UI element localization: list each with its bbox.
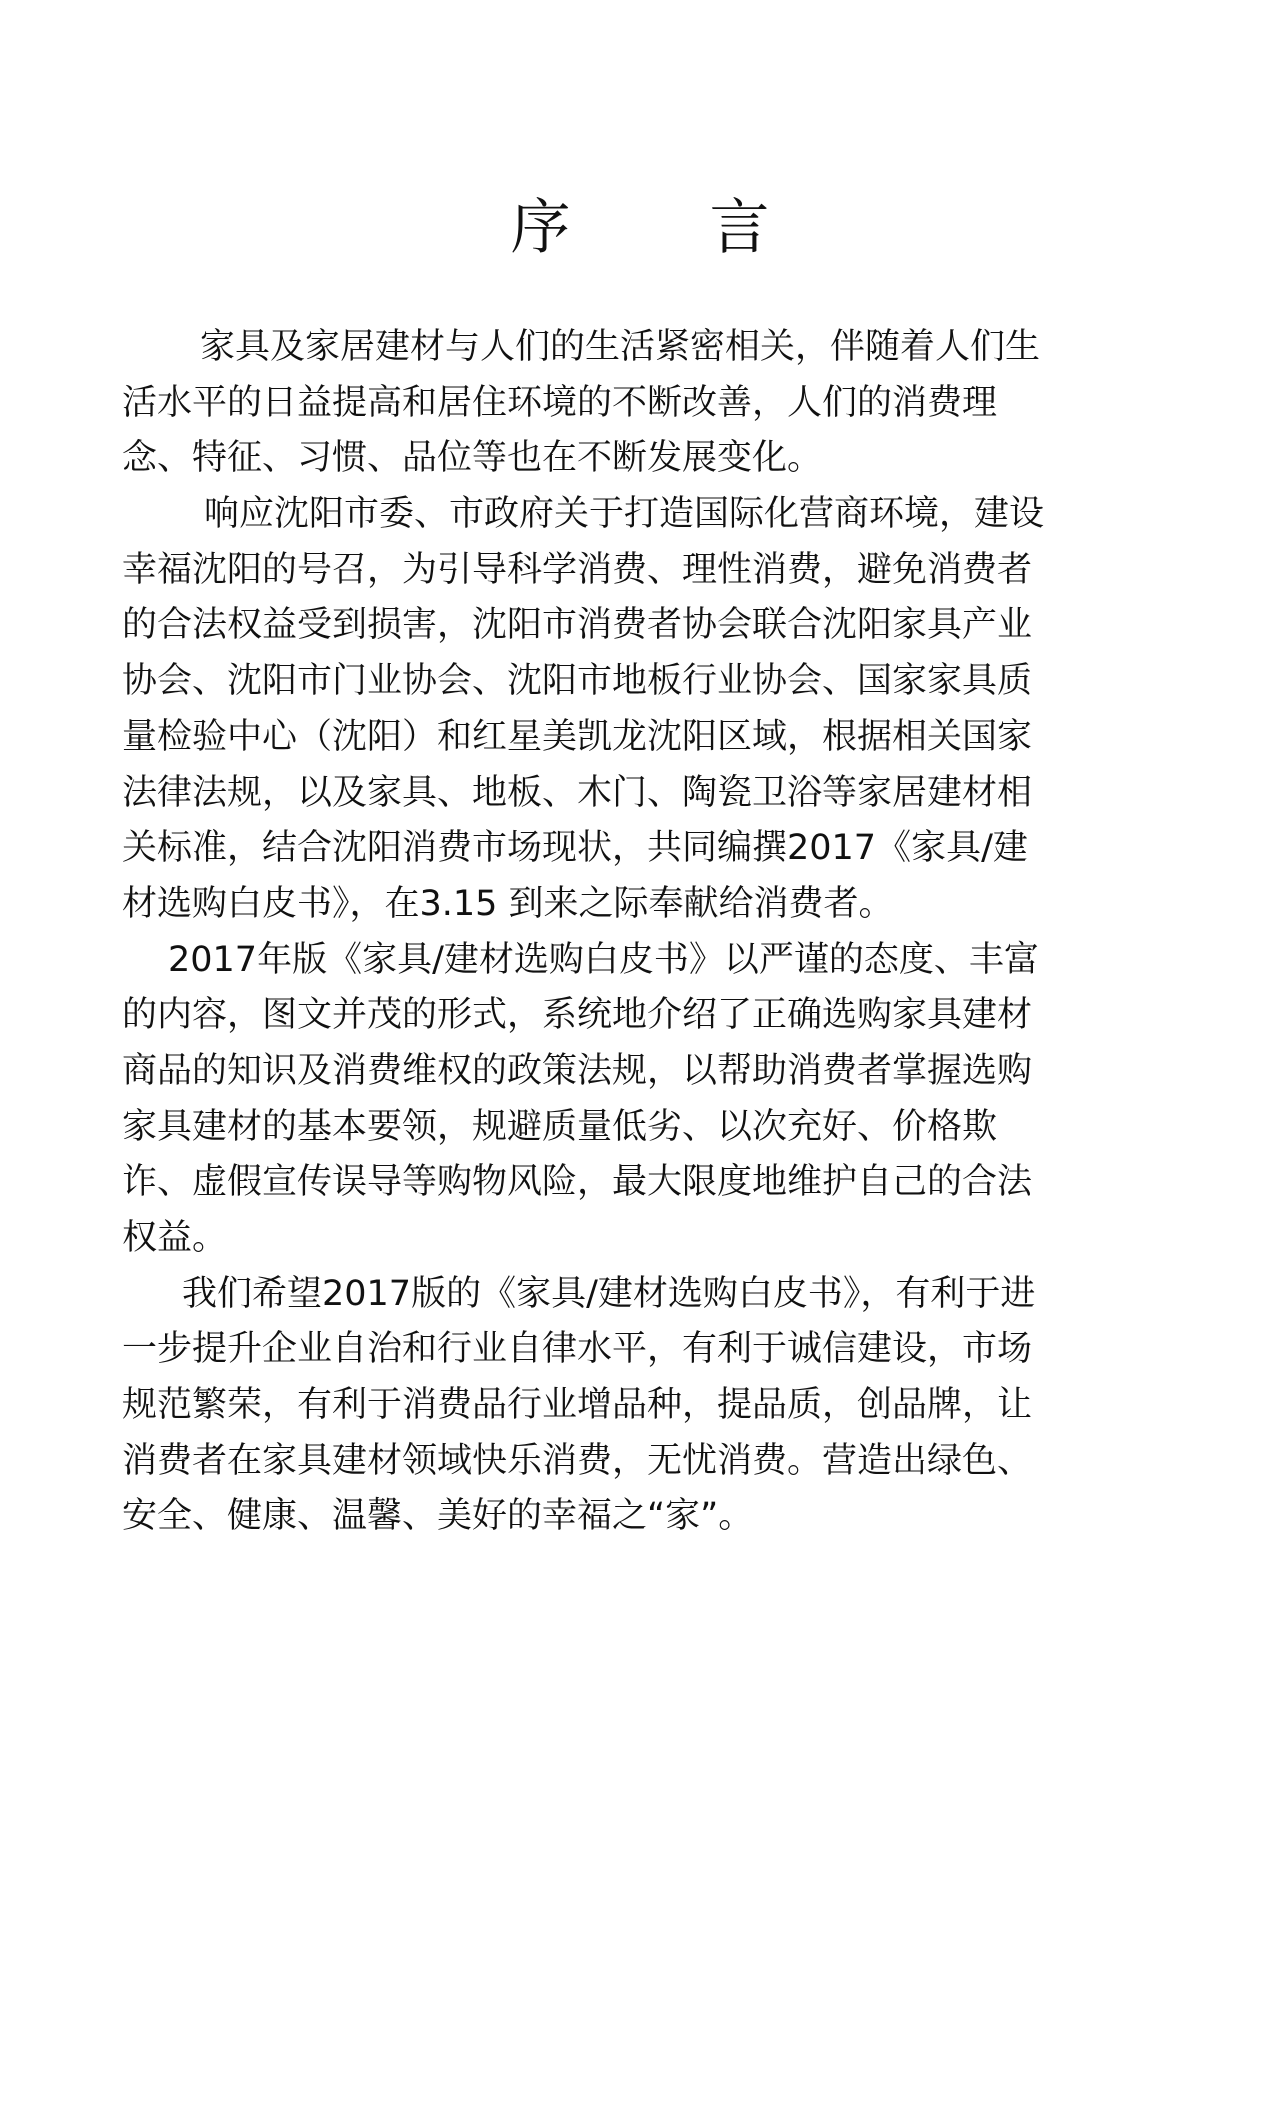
text-line: 我们希望2017版的《家具/建材选购白皮书》，有利于进 xyxy=(182,1273,1036,1314)
text-line: 法律法规，以及家具、地板、木门、陶瓷卫浴等家居建材相 xyxy=(122,772,1033,813)
text-line: 幸福沈阳的号召，为引导科学消费、理性消费，避免消费者 xyxy=(122,549,1033,590)
text-line: 消费者在家具建材领域快乐消费，无忧消费。营造出绿色、 xyxy=(122,1440,1033,1481)
text-line: 商品的知识及消费维权的政策法规，以帮助消费者掌握选购 xyxy=(122,1050,1033,1091)
page-title: 序 言 xyxy=(510,193,830,263)
text-line: 响应沈阳市委、市政府关于打造国际化营商环境，建设 xyxy=(204,494,1045,535)
text-line: 规范繁荣，有利于消费品行业增品种，提品质，创品牌，让 xyxy=(122,1385,1033,1426)
text-line: 家具建材的基本要领，规避质量低劣、以次充好、价格欺 xyxy=(122,1106,998,1147)
text-line: 念、特征、习惯、品位等也在不断发展变化。 xyxy=(122,438,823,479)
text-line: 2017年版《家具/建材选购白皮书》以严谨的态度、丰富 xyxy=(168,939,1039,980)
text-line: 一步提升企业自治和行业自律水平，有利于诚信建设，市场 xyxy=(122,1329,1033,1370)
preface-body xyxy=(122,320,1172,1545)
text-line: 协会、沈阳市门业协会、沈阳市地板行业协会、国家家具质 xyxy=(122,661,1033,702)
text-line: 活水平的日益提高和居住环境的不断改善，人们的消费理 xyxy=(122,382,998,423)
text-line: 关标准，结合沈阳消费市场现状，共同编撰2017《家具/建 xyxy=(122,828,1028,869)
text-line: 的合法权益受到损害，沈阳市消费者协会联合沈阳家具产业 xyxy=(122,605,1033,646)
text-line: 的内容，图文并茂的形式，系统地介绍了正确选购家具建材 xyxy=(122,995,1033,1036)
text-line: 材选购白皮书》，在3.15 到来之际奉献给消费者。 xyxy=(122,883,894,924)
text-line: 诈、虚假宣传误导等购物风险，最大限度地维护自己的合法 xyxy=(122,1162,1033,1203)
text-line: 量检验中心（沈阳）和红星美凯龙沈阳区域，根据相关国家 xyxy=(122,716,1033,757)
text-line: 家具及家居建材与人们的生活紧密相关，伴随着人们生 xyxy=(200,327,1041,367)
text-line: 安全、健康、温馨、美好的幸福之“家”。 xyxy=(122,1496,754,1537)
text-line: 权益。 xyxy=(122,1218,228,1258)
